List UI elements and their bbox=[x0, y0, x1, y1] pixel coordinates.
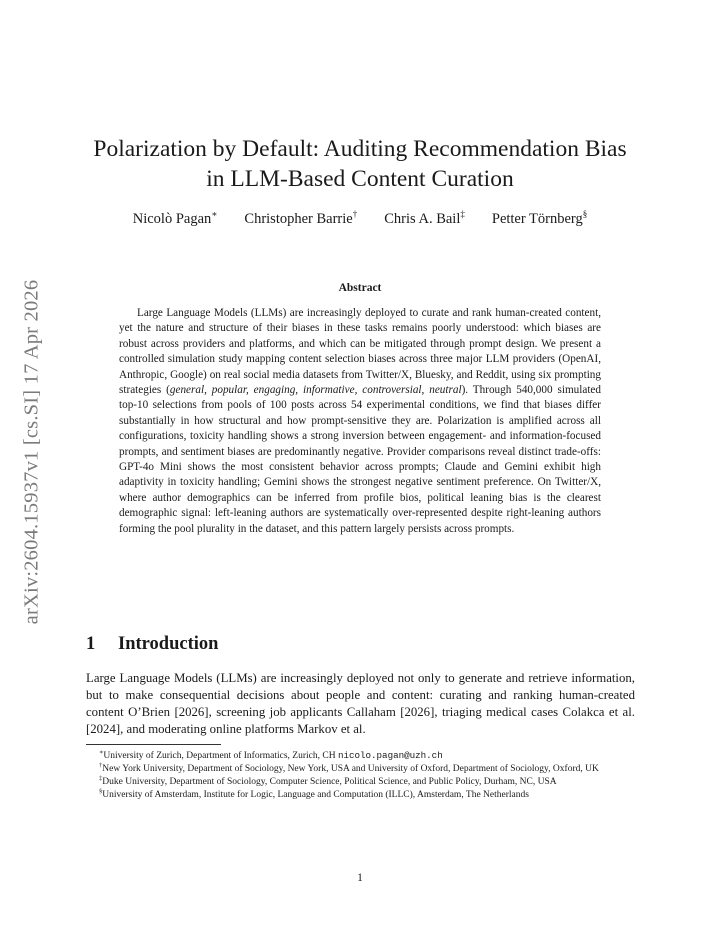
author-email[interactable]: nicolo.pagan@uzh.ch bbox=[337, 750, 443, 761]
footnote-text: New York University, Department of Sociology, New York, USA and University of Oxford, Department of Sociology, Oxford, UK bbox=[102, 763, 599, 774]
author-name: Nicolò Pagan bbox=[132, 211, 212, 227]
footnote-text: University of Zurich, Department of Informatics, Zurich, CH bbox=[103, 751, 338, 761]
author bbox=[384, 211, 465, 228]
affiliation-mark: ‡ bbox=[460, 209, 465, 220]
paper-title bbox=[60, 134, 660, 194]
intro-paragraph: Large Language Models (LLMs) are increasingly deployed not only to generate and retrieve information, but to make consequential decisions about people and content: curating and ranking human-created content O’Brien [2026], screening job applicants Callaham [2026], triaging medical cases Colakca et al. [2024], and moderating online platforms Markov et al. bbox=[86, 671, 635, 737]
footnote bbox=[86, 776, 635, 789]
author bbox=[492, 211, 587, 228]
footnote-mark: § bbox=[99, 787, 103, 795]
footnote bbox=[86, 789, 635, 802]
abstract-text-cont: ). Through 540,000 simulated top-10 selections from pools of 100 posts across 54 experimental conditions, we find that biases differ substantially in how structural and how prompt-sensitive they are. Polarization is amplified across all configurations, toxicity handling shows a strong inversion between engagement- and information-focused prompts, and sentiment biases are predominantly negative. Provider comparisons reveal distinct trade-offs: GPT-4o Mini shows the most consistent behavior across prompts; Claude and Gemini exhibit high adaptivity in toxicity handling; Gemini shows the strongest negative sentiment preference. On Twitter/X, where author demographics can be inferred from profile bios, political leaning bias is the clearest demographic signal: left-leaning authors are systematically over-represented despite right-leaning authors forming the pool plurality in the dataset, and this pattern largely persists across prompts. bbox=[119, 384, 601, 535]
title-line-1: Polarization by Default: Auditing Recommendation Bias bbox=[93, 136, 627, 162]
title-line-2: in LLM-Based Content Curation bbox=[206, 166, 514, 192]
footnote bbox=[86, 763, 635, 776]
affiliation-mark: § bbox=[582, 209, 588, 220]
author-name: Christopher Barrie bbox=[244, 211, 353, 227]
author-name: Chris A. Bail bbox=[384, 211, 461, 227]
affiliation-mark: ∗ bbox=[211, 209, 218, 220]
author-list bbox=[60, 211, 660, 228]
footnotes bbox=[86, 750, 635, 802]
footnote-mark: ∗ bbox=[99, 748, 104, 756]
author-name: Petter Törnberg bbox=[491, 211, 583, 227]
abstract-prompt-list: general, popular, engaging, informative, controversial, neutral bbox=[169, 384, 462, 397]
section-heading bbox=[86, 634, 218, 655]
page-number: 1 bbox=[357, 872, 363, 884]
footnote-mark: † bbox=[99, 761, 103, 769]
affiliation-mark: † bbox=[352, 209, 358, 220]
section-title: Introduction bbox=[118, 634, 219, 654]
abstract-heading: Abstract bbox=[338, 282, 382, 294]
footnote-text: Duke University, Department of Sociology, Computer Science, Political Science, and Public Policy, Durham, NC, USA bbox=[102, 776, 557, 787]
footnote-text: University of Amsterdam, Institute for Logic, Language and Computation (ILLC), Amsterdam, The Netherlands bbox=[102, 789, 529, 800]
footnote-rule bbox=[86, 744, 221, 745]
abstract-text: Large Language Models (LLMs) are increasingly deployed to curate and rank human-created content, yet the nature and structure of their biases in these tasks remains poorly understood: which biases are robust across providers and platforms, and which can be mitigated through prompt design. We present a controlled simulation study mapping content selection biases across three major LLM providers (OpenAI, Anthropic, Google) on real social media datasets from Twitter/X, Bluesky, and Reddit, using six prompting strategies ( bbox=[119, 307, 601, 397]
section-number: 1 bbox=[86, 634, 96, 654]
author bbox=[133, 211, 218, 228]
author bbox=[244, 211, 357, 228]
arxiv-identifier: arXiv:2604.15937v1 [cs.SI] 17 Apr 2026 bbox=[20, 279, 43, 625]
footnote bbox=[86, 750, 635, 763]
footnote-mark: ‡ bbox=[99, 774, 103, 782]
abstract-body bbox=[119, 306, 601, 537]
